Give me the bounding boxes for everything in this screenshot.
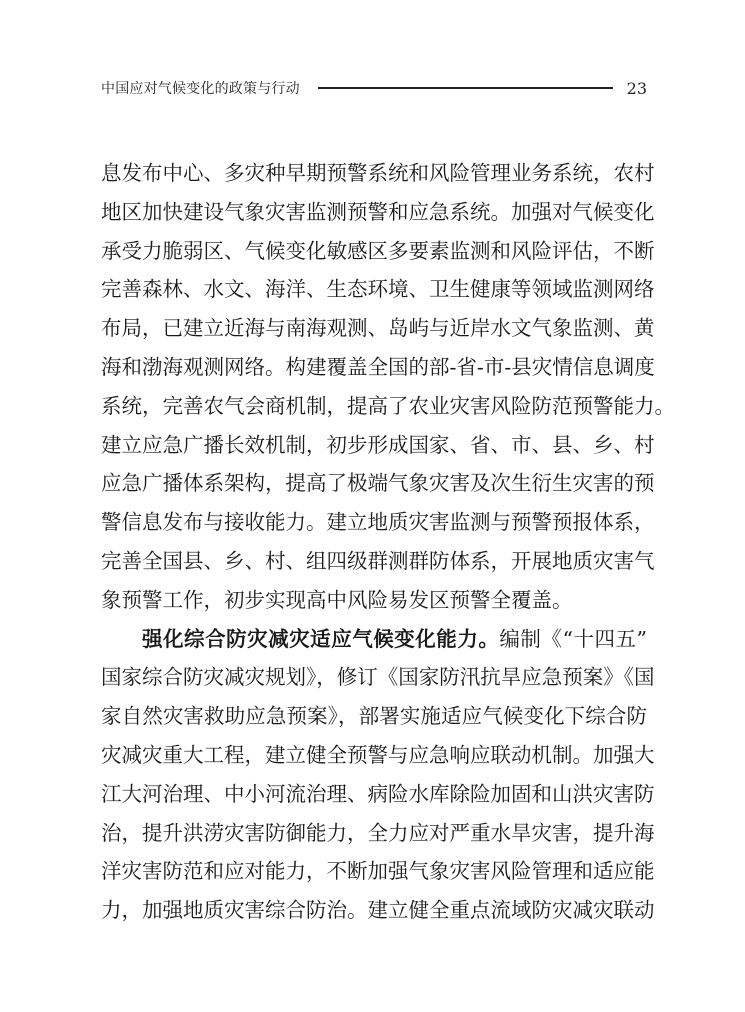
text-line: 完善森林、水文、海洋、生态环境、卫生健康等领域监测网络 [101,277,655,302]
header-rule [318,87,613,89]
text-line: 象预警工作，初步实现高中风险易发区预警全覆盖。 [101,587,573,612]
text-line: 系统，完善农气会商机制，提高了农业灾害风险防范预警能力。 [101,393,675,418]
text-line: 治，提升洪涝灾害防御能力，全力应对严重水旱灾害，提升海 [101,820,655,845]
text-line: 江大河治理、中小河流治理、病险水库除险加固和山洪灾害防 [101,781,655,806]
text-line: 国家综合防灾减灾规划》，修订《国家防汛抗旱应急预案》《国 [101,665,655,690]
text-line: 地区加快建设气象灾害监测预警和应急系统。加强对气候变化 [101,199,655,224]
text-line: 应急广播体系架构，提高了极端气象灾害及次生衍生灾害的预 [101,471,655,496]
text-line: 灾减灾重大工程，建立健全预警与应急响应联动机制。加强大 [101,742,655,767]
text-line: 海和渤海观测网络。构建覆盖全国的部-省-市-县灾情信息调度 [101,354,655,379]
text-line: 家自然灾害救助应急预案》，部署实施适应气候变化下综合防 [101,704,647,729]
text-line: 布局，已建立近海与南海观测、岛屿与近岸水文气象监测、黄 [101,316,655,341]
paragraph-lead-heading: 强化综合防灾减灾适应气候变化能力。 [142,626,500,651]
text-line: 息发布中心、多灾种早期预警系统和风险管理业务系统，农村 [101,161,655,185]
text-line: 警信息发布与接收能力。建立地质灾害监测与预警预报体系， [101,510,655,535]
first-line-rest: 编制《“十四五” [499,626,648,651]
paragraph-1 [101,154,675,620]
paragraph-2 [101,620,655,930]
page-header [101,77,647,99]
text-line: 洋灾害防范和应对能力，不断加强气象灾害风险管理和适应能 [101,859,655,884]
text-line: 承受力脆弱区、气候变化敏感区多要素监测和风险评估，不断 [101,238,655,263]
running-header-title: 中国应对气候变化的政策与行动 [101,81,300,97]
body-text [101,154,675,930]
page-number: 23 [626,78,647,98]
text-line: 建立应急广播长效机制，初步形成国家、省、市、县、乡、村 [101,432,655,457]
text-line: 力，加强地质灾害综合防治。建立健全重点流域防灾减灾联动 [101,898,655,923]
text-line: 完善全国县、乡、村、组四级群测群防体系，开展地质灾害气 [101,548,655,573]
text-line-first [101,620,647,659]
